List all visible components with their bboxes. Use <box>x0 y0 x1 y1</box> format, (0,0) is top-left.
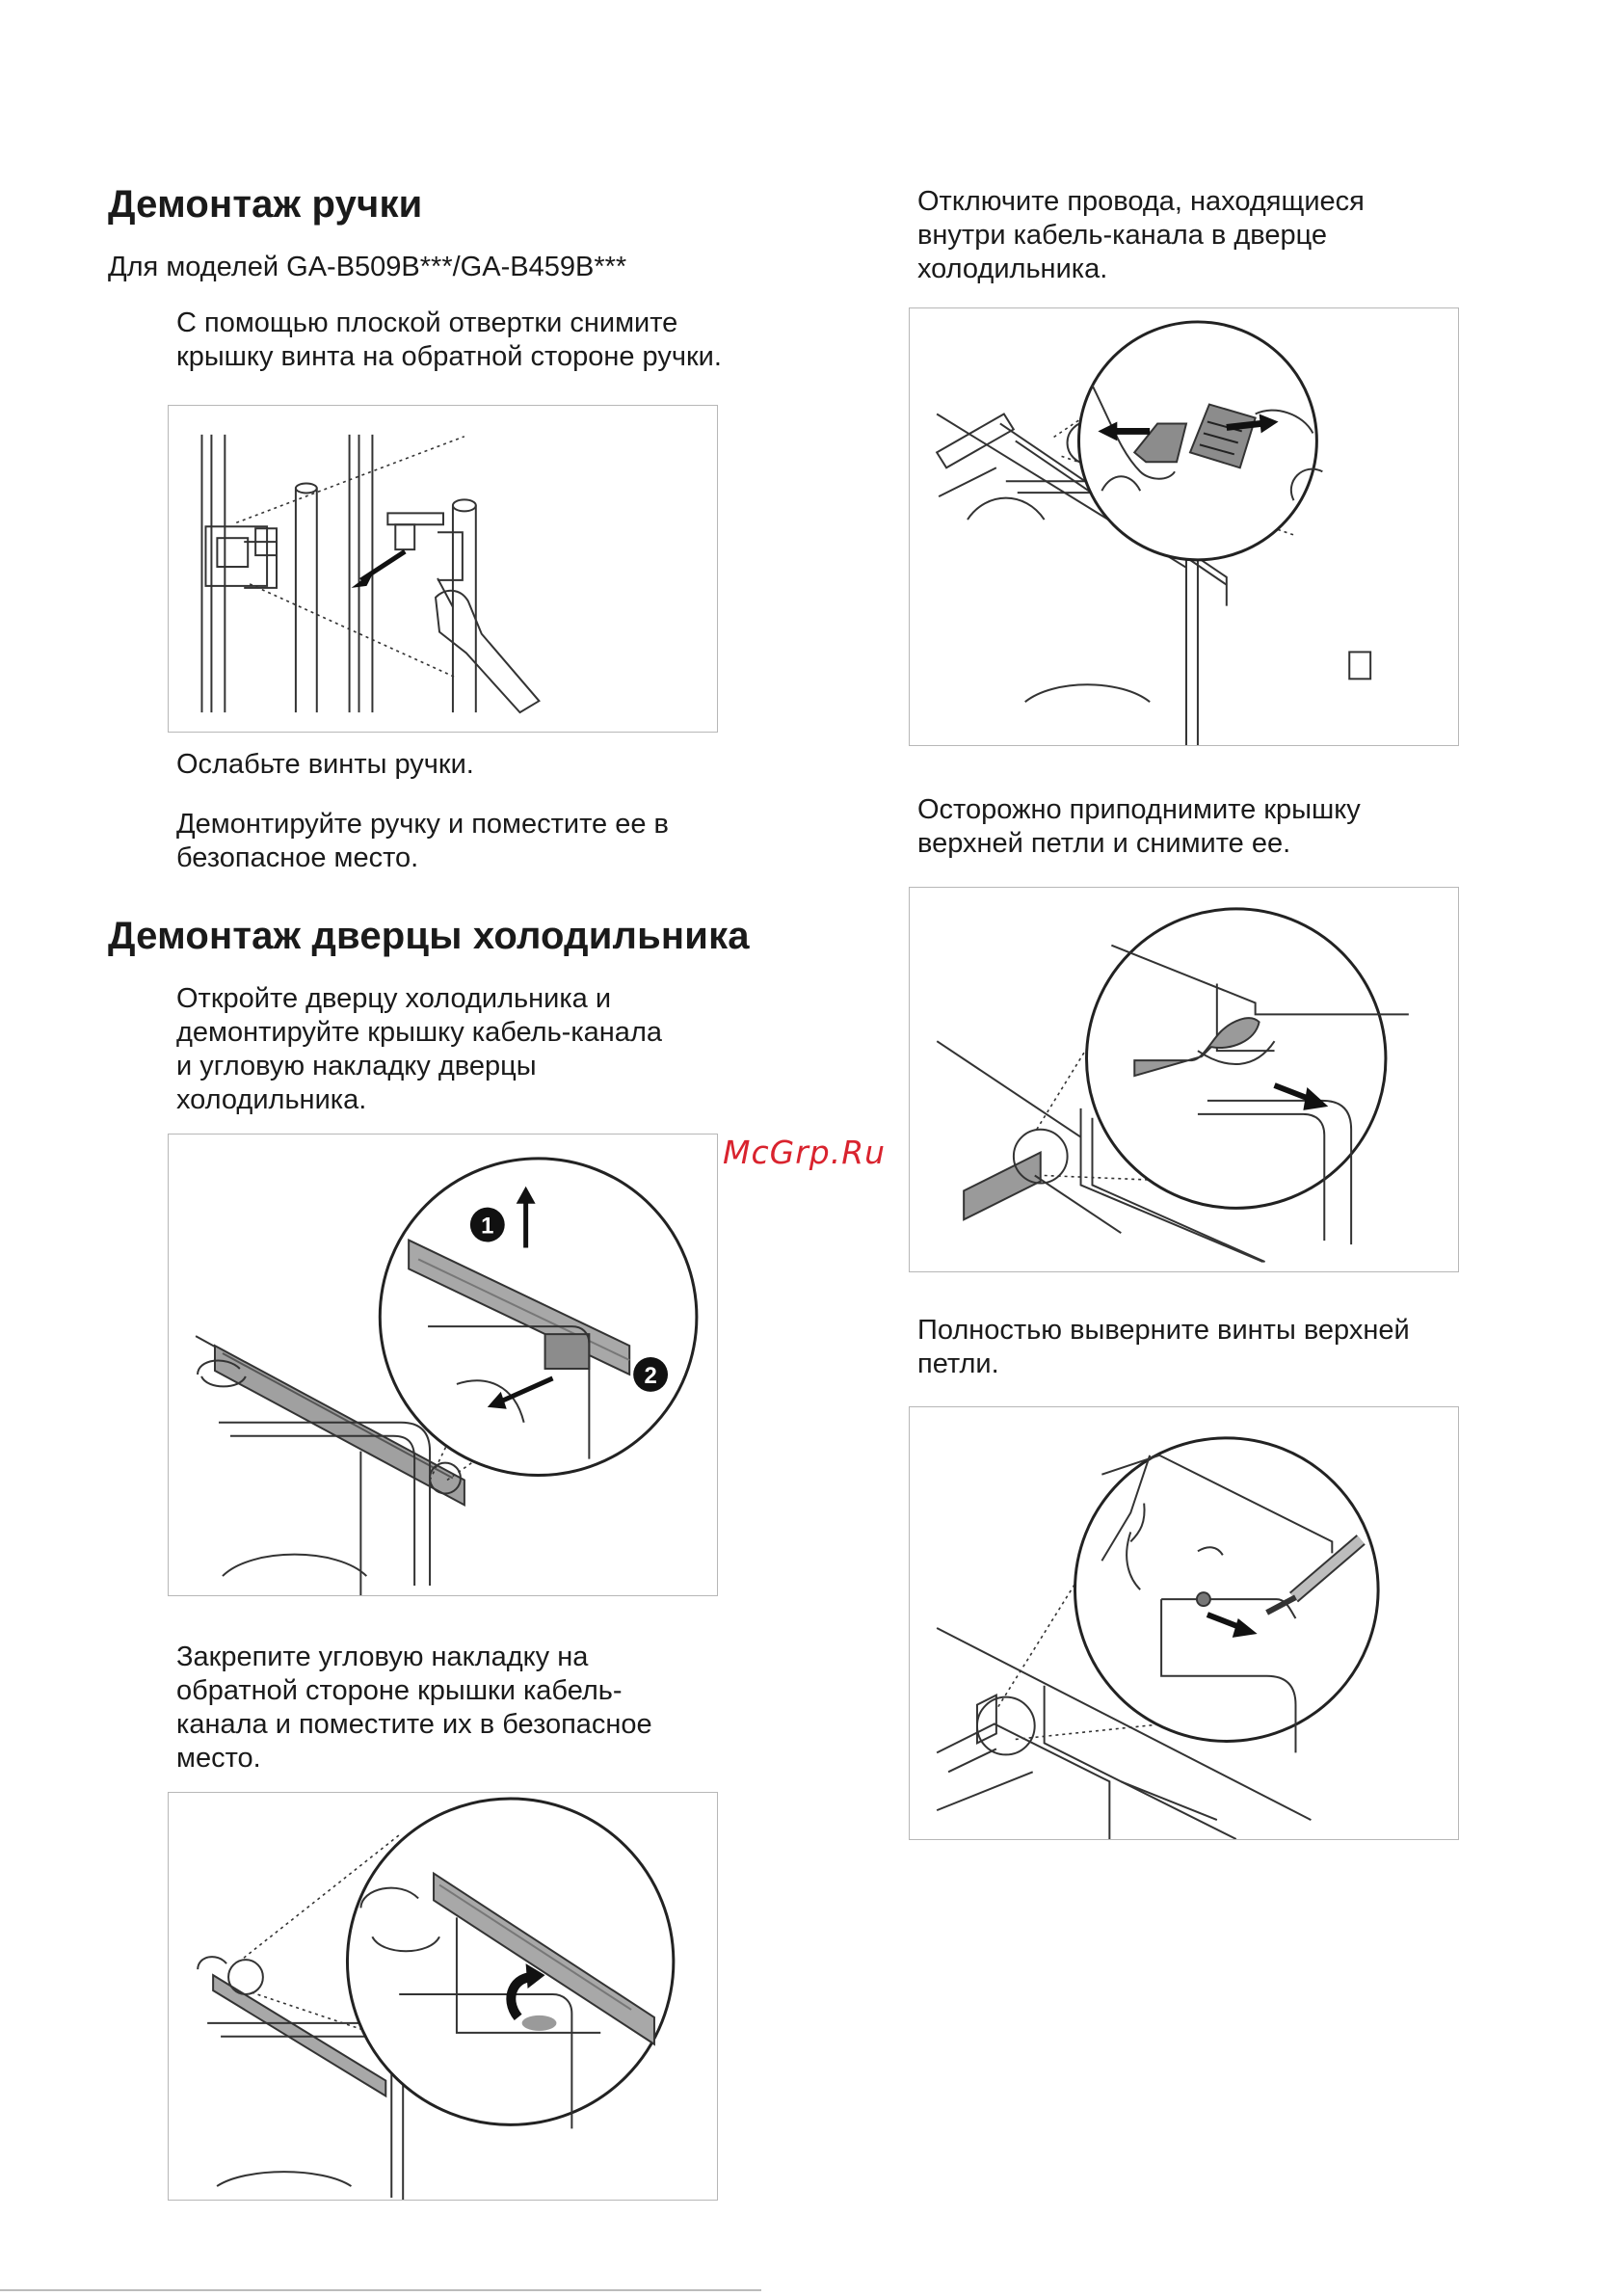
zoom-circle-hinge <box>1087 909 1409 1244</box>
svg-text:2: 2 <box>644 1362 657 1389</box>
callout-2 <box>633 1357 668 1392</box>
figure-disconnect-connector <box>909 307 1459 746</box>
step-text-remove-screw-cover: С помощью плоской отвертки снимите крышку винта на обратной стороне ручки. <box>176 307 722 372</box>
figure-cable-channel-cover <box>168 1134 718 1596</box>
callout-1 <box>470 1208 505 1242</box>
zoom-circle-channel <box>380 1159 697 1476</box>
page-footer-rule <box>0 2286 1618 2296</box>
step-text-remove-handle: Демонтируйте ручку и поместите ее в безопасное место. <box>176 809 669 873</box>
step-text-loosen-screws: Ослабьте винты ручки. <box>176 749 474 780</box>
section-title-door-removal: Демонтаж дверцы холодильника <box>108 915 750 957</box>
step-text-attach-corner-cover: Закрепите угловую накладку на обратной стороне крышки кабель- канала и поместите их в безопасное место. <box>176 1642 652 1774</box>
figure-hinge-screws <box>909 1406 1459 1840</box>
handle-illustration <box>169 406 717 732</box>
step-text-unscrew-hinge: Полностью выверните винты верхней петли. <box>917 1315 1410 1379</box>
svg-text:1: 1 <box>481 1213 494 1240</box>
figure-handle-screw-cover <box>168 405 718 733</box>
step-text-remove-hinge-cover: Осторожно приподнимите крышку верхней петли и снимите ее. <box>917 794 1361 859</box>
zoom-circle-screws <box>1075 1438 1379 1753</box>
watermark: McGrp.Ru <box>723 1134 887 1171</box>
section-title-handle-removal: Демонтаж ручки <box>108 183 423 226</box>
step-text-open-door: Откройте дверцу холодильника и демонтируйте крышку кабель-канала и угловую накладку дверцы холодильника. <box>176 983 662 1115</box>
step-text-disconnect-wires: Отключите провода, находящиеся внутри кабель-канала в дверце холодильника. <box>917 186 1365 284</box>
zoom-circle-corner <box>347 1799 673 2128</box>
figure-hinge-cover <box>909 887 1459 1272</box>
figure-corner-cover-attach <box>168 1792 718 2201</box>
models-note: Для моделей GA-B509B***/GA-B459B*** <box>108 252 627 282</box>
zoom-circle-connector <box>1078 322 1322 560</box>
